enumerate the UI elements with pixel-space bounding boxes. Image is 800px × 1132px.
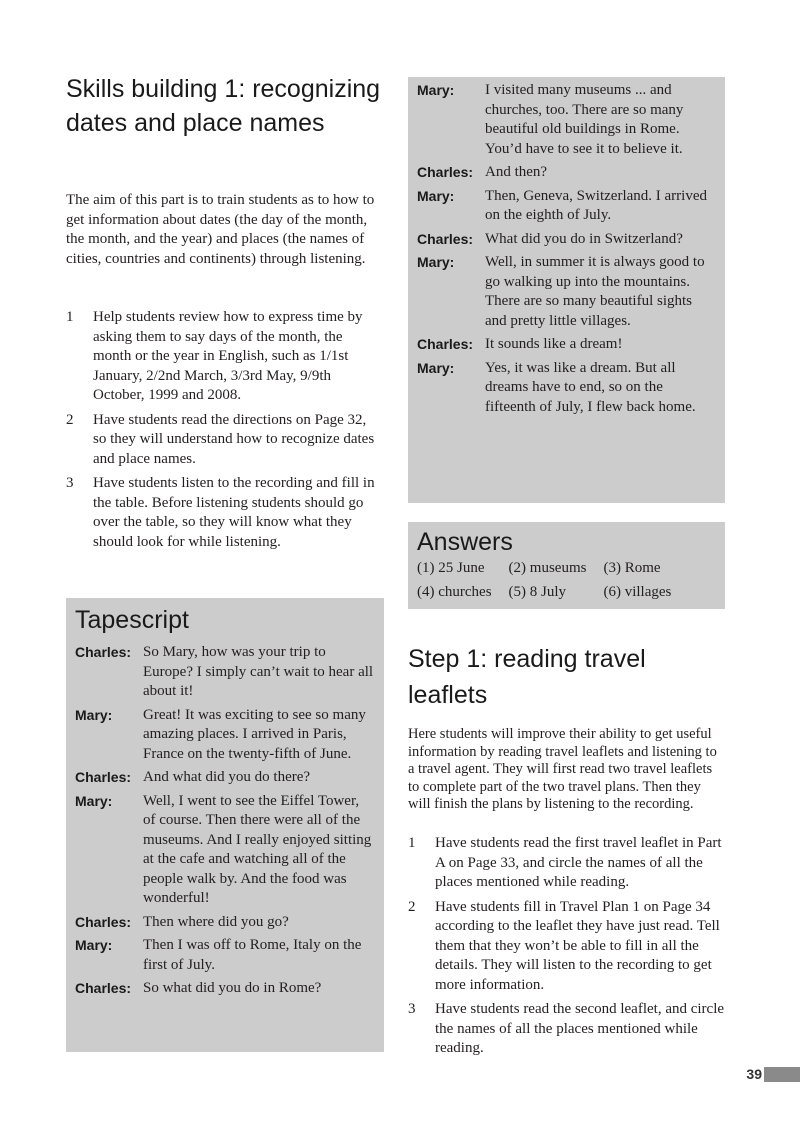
list-item (66, 474, 381, 552)
dialogue-line (75, 706, 375, 765)
dialogue-line (417, 335, 717, 355)
list-number: 2 (408, 898, 416, 915)
speaker-label: Charles: (417, 336, 474, 352)
tapescript-title: Tapescript (75, 606, 189, 634)
dialogue-line (417, 187, 717, 226)
dialogue-line (75, 936, 375, 975)
dialogue-line (75, 768, 375, 788)
page-number-bar (764, 1067, 800, 1082)
dialogue-line (417, 253, 717, 331)
page-number: 39 (746, 1066, 762, 1082)
speaker-label: Charles: (75, 980, 132, 996)
step1-intro: Here students will improve their ability to get useful information by reading travel leaflets and listening to a travel agent. They will first read two travel leaflets to complete part of the two travel plans. Then they will finish the plans by listening to the recording. (408, 726, 717, 812)
list-text: Have students listen to the recording and fill in the table. Before listening students should go over the table, so they will know what they should look for while listening. (93, 475, 375, 550)
list-item (66, 308, 381, 406)
line-text: Yes, it was like a dream. But all dreams have to end, so on the fifteenth of July, I flew back home. (485, 359, 696, 415)
dialogue-line (75, 643, 375, 702)
speaker-label: Mary: (75, 792, 113, 809)
answers-title: Answers (417, 528, 513, 556)
speaker-label: Charles: (417, 230, 474, 247)
speaker-label: Charles: (75, 769, 132, 785)
line-text: And then? (485, 164, 548, 180)
speaker-label: Charles: (417, 164, 474, 180)
line-text: And what did you do there? (143, 769, 311, 785)
list-number: 2 (66, 411, 74, 428)
answer-cell: (1) 25 June (417, 560, 485, 576)
speaker-label: Charles: (75, 644, 132, 660)
list-text: Have students read the first travel leaflet in Part A on Page 33, and circle the names of all the places mentioned while reading. (435, 835, 722, 890)
list-item (408, 1000, 726, 1059)
section-title: Skills building 1: recognizing dates and place names (66, 75, 381, 137)
line-text: Great! It was exciting to see so many amazing places. I arrived in Paris, France on the twenty-fifth of June. (143, 706, 366, 762)
list-text: Have students read the second leaflet, and circle the names of all the places mentioned while reading. (435, 1001, 725, 1056)
answer-cell: (4) churches (417, 583, 492, 600)
speaker-label: Mary: (417, 82, 455, 98)
answers-table (417, 559, 688, 606)
intro-paragraph: The aim of this part is to train students as to how to get information about dates (the day of the month, the month, and the year) and places (the names of cities, countries and continents) through listening. (66, 192, 375, 267)
line-text: I visited many museums ... and churches, too. There are so many beautiful old buildings in Rome. You’d have to see it to believe it. (485, 82, 684, 157)
answers-box (408, 522, 725, 609)
speaker-label: Mary: (75, 937, 113, 953)
list-text: Have students read the directions on Page 32, so they will understand how to recognize dates and place names. (93, 411, 375, 467)
list-text: Help students review how to express time by asking them to say days of the month, the month or the year in English, such as 1/1st January, 2/2nd March, 3/3rd May, 9/9th October, 1999 and 2008. (93, 309, 363, 403)
speaker-label: Mary: (417, 254, 455, 270)
dialogue-line (417, 163, 717, 183)
tapescript-box (66, 598, 384, 1052)
line-text: It sounds like a dream! (485, 336, 623, 352)
list-number: 1 (66, 309, 74, 325)
list-item (66, 411, 381, 470)
step1-numbered-list (408, 834, 726, 1064)
list-item (408, 834, 726, 893)
speaker-label: Mary: (75, 706, 113, 723)
step1-title: Step 1: reading travel leaflets (408, 645, 646, 709)
dialogue-right (417, 81, 717, 421)
answer-cell: (2) museums (508, 560, 587, 576)
answer-cell: (6) villages (603, 583, 672, 600)
speaker-label: Charles: (75, 913, 132, 930)
speaker-label: Mary: (417, 359, 455, 376)
speaker-label: Mary: (417, 187, 455, 204)
line-text: So Mary, how was your trip to Europe? I simply can’t wait to hear all about it! (143, 644, 374, 699)
left-numbered-list (66, 308, 381, 557)
list-number: 1 (408, 835, 416, 851)
tapescript-continued-box (408, 77, 725, 503)
dialogue-line (417, 359, 717, 418)
list-item (408, 898, 726, 996)
line-text: Well, in summer it is always good to go walking up into the mountains. There are so many beautiful sights and pretty little villages. (485, 254, 705, 329)
answer-cell: (3) Rome (603, 560, 661, 576)
dialogue-left (75, 643, 375, 1003)
list-text: Have students fill in Travel Plan 1 on Page 34 according to the leaflet they have just read. Tell them that they won’t be able to fill in all the details. They will listen to the recording to get more information. (435, 898, 720, 993)
list-number: 3 (66, 475, 74, 491)
list-number: 3 (408, 1001, 416, 1017)
answers-row (417, 559, 688, 583)
line-text: Then where did you go? (143, 913, 289, 930)
line-text: Well, I went to see the Eiffel Tower, of course. Then there were all of the museums. And I really enjoyed sitting at the cafe and watching all of the people walk by. And the food was wonderful! (143, 792, 372, 906)
dialogue-line (75, 913, 375, 933)
answer-cell: (5) 8 July (508, 583, 567, 600)
dialogue-line (75, 979, 375, 999)
dialogue-line (75, 792, 375, 909)
line-text: Then I was off to Rome, Italy on the first of July. (143, 937, 362, 973)
dialogue-line (417, 230, 717, 250)
line-text: Then, Geneva, Switzerland. I arrived on the eighth of July. (485, 187, 707, 223)
dialogue-line (417, 81, 717, 159)
line-text: What did you do in Switzerland? (485, 230, 683, 247)
answers-row (417, 583, 688, 607)
line-text: So what did you do in Rome? (143, 980, 322, 996)
